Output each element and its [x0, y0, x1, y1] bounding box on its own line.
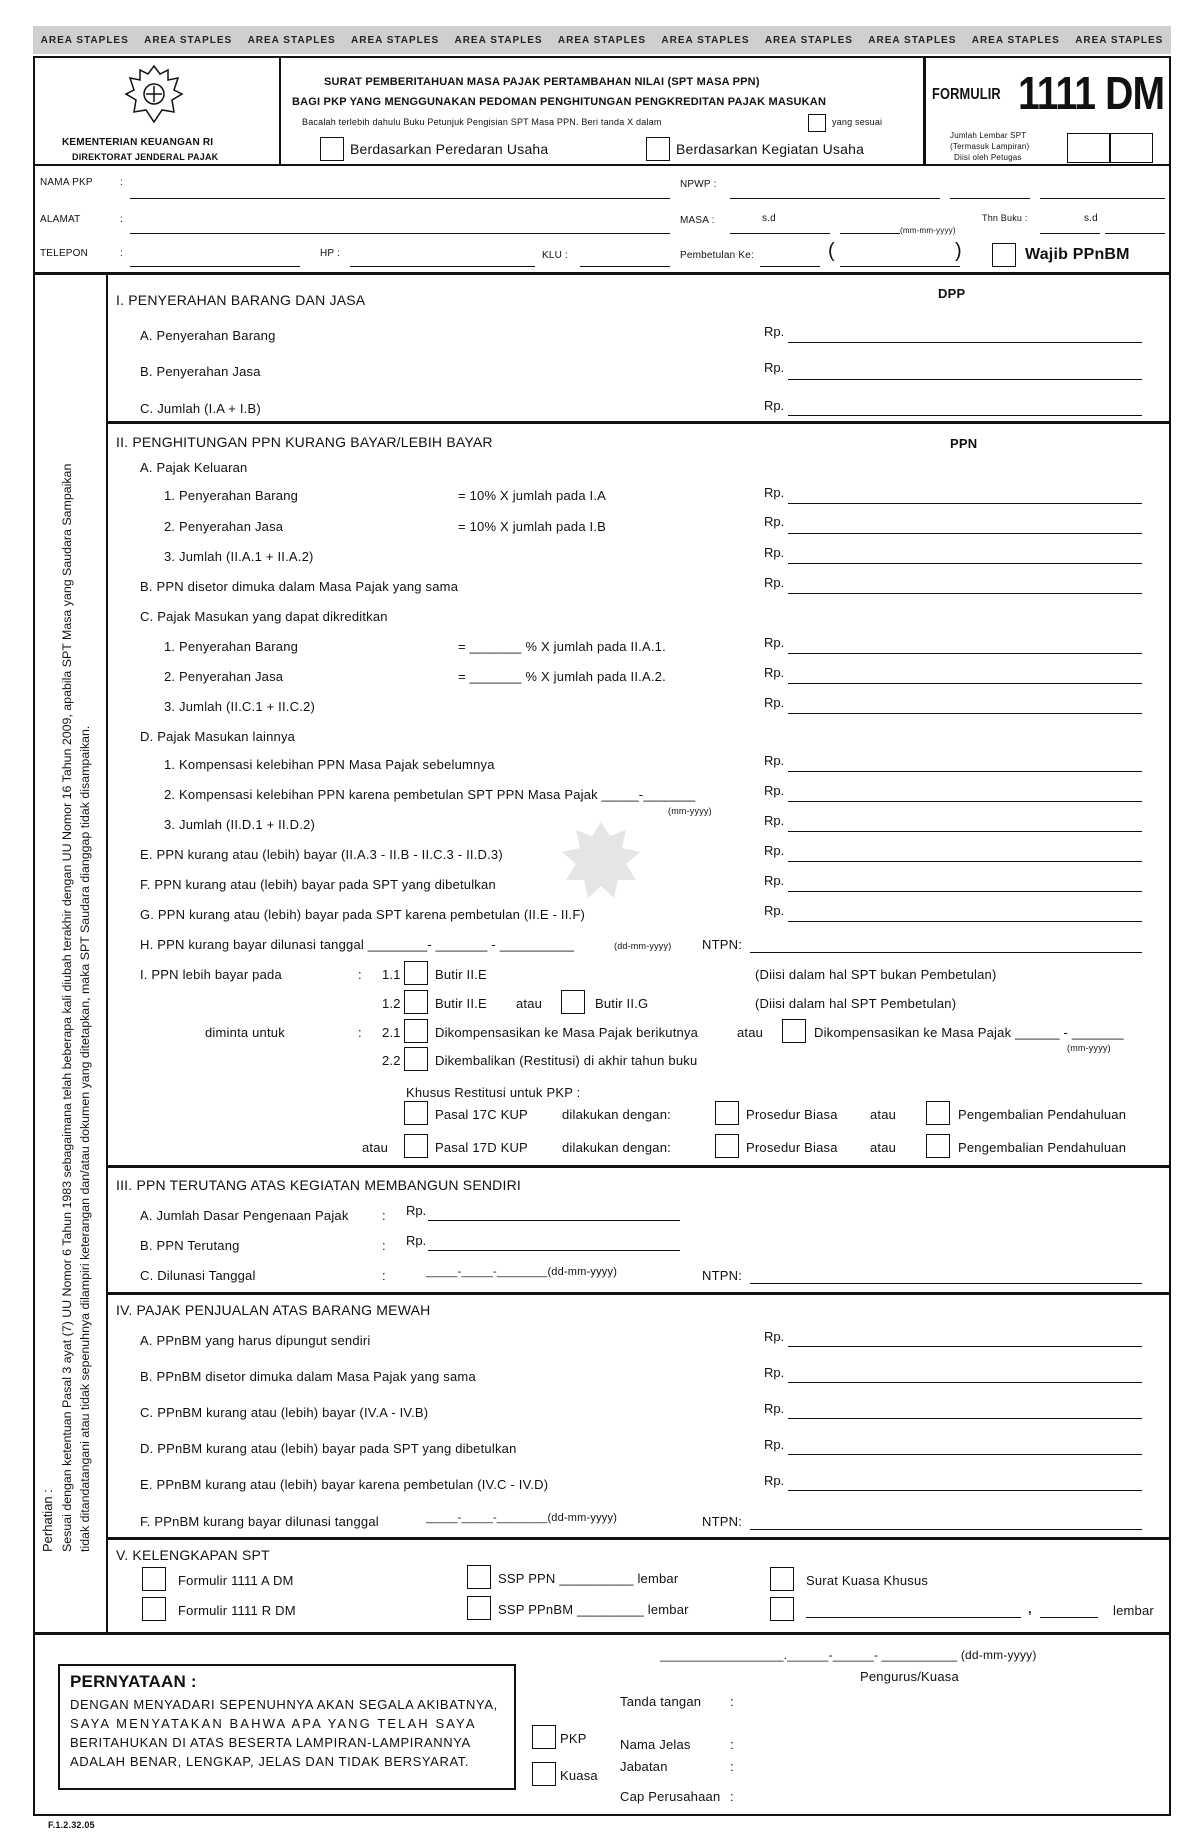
kuasa-label: Kuasa	[560, 1768, 598, 1783]
s2-c1-formula[interactable]: = _______ % X jumlah pada II.A.1.	[458, 639, 666, 654]
area-staples-label: AREA STAPLES	[661, 34, 750, 46]
pasal-17c-label: Pasal 17C KUP	[435, 1107, 528, 1122]
rp-label: Rp.	[764, 665, 785, 680]
alamat-field[interactable]	[130, 233, 670, 234]
s2-d2-format: (mm-yyyy)	[668, 806, 712, 816]
rp-label: Rp.	[764, 783, 785, 798]
formulir-1111a-label: Formulir 1111 A DM	[178, 1573, 294, 1588]
colon: :	[358, 1025, 362, 1040]
s1-b-amount[interactable]	[788, 379, 1142, 380]
pendahuluan-label-2: Pengembalian Pendahuluan	[958, 1140, 1127, 1155]
pendahuluan-17c-checkbox[interactable]	[926, 1101, 950, 1125]
perhatian-text-2: tidak ditandatangani atau tidak sepenuhnya dilampiri keterangan dan/atau dokumen yang ditetapkan, maka SPT Saudara dianggap tidak disampaikan.	[78, 725, 92, 1552]
s2-a3-amount[interactable]	[788, 563, 1142, 564]
ministry-label: KEMENTERIAN KEUANGAN RI	[62, 137, 214, 148]
s1-c-label: C. Jumlah (I.A + I.B)	[140, 401, 261, 416]
s3-c-date[interactable]: _____-_____-________(dd-mm-yyyy)	[426, 1266, 618, 1278]
instruction-end: yang sesuai	[832, 117, 883, 127]
dilakukan-label-2: dilakukan dengan:	[562, 1140, 671, 1155]
telepon-label: TELEPON	[40, 248, 89, 259]
atau-label-5: atau	[870, 1140, 897, 1155]
s2-g-amount[interactable]	[788, 921, 1142, 922]
area-staples-label: AREA STAPLES	[557, 34, 647, 46]
i21-number: 2.1	[382, 1025, 401, 1040]
klu-field[interactable]	[580, 266, 670, 267]
rp-label: Rp.	[764, 1437, 785, 1452]
s2-d3-label: 3. Jumlah (II.D.1 + II.D.2)	[164, 817, 315, 832]
pkp-label: PKP	[560, 1731, 587, 1746]
s4-c-label: C. PPnBM kurang atau (lebih) bayar (IV.A - IV.B)	[140, 1405, 429, 1420]
rp-label: Rp.	[764, 545, 785, 560]
prosedur-biasa-17c-checkbox[interactable]	[715, 1101, 739, 1125]
pendahuluan-label: Pengembalian Pendahuluan	[958, 1107, 1127, 1122]
s2-f-label: F. PPN kurang atau (lebih) bayar pada SPT yang dibetulkan	[140, 877, 496, 892]
s2-e-label: E. PPN kurang atau (lebih) bayar (II.A.3 - II.B - II.C.3 - II.D.3)	[140, 847, 503, 862]
lembar-note-3: Diisi oleh Petugas	[954, 153, 1022, 162]
s2-a2-formula: = 10% X jumlah pada I.B	[458, 519, 607, 534]
kompensasi-masa-checkbox[interactable]	[782, 1019, 806, 1043]
surat-kuasa-checkbox[interactable]	[770, 1567, 794, 1591]
staples-strip	[33, 26, 1171, 54]
sd-label: s.d	[762, 213, 776, 224]
s2-a1-label: 1. Penyerahan Barang	[164, 488, 299, 503]
form-number: 1111 DM	[1018, 67, 1165, 119]
butir-g-label: Butir II.G	[595, 996, 649, 1011]
telepon-field[interactable]	[130, 266, 300, 267]
hp-field[interactable]	[350, 266, 535, 267]
colon: :	[358, 967, 362, 982]
form-code: F.1.2.32.05	[48, 1820, 95, 1830]
s4-e-label: E. PPnBM kurang atau (lebih) bayar karena pembetulan (IV.C - IV.D)	[140, 1477, 549, 1492]
area-staples-label: AREA STAPLES	[351, 34, 440, 46]
pembetulan-line	[760, 266, 820, 267]
pasal-17d-checkbox[interactable]	[404, 1134, 428, 1158]
s2-c2-formula[interactable]: = _______ % X jumlah pada II.A.2.	[458, 669, 666, 684]
ssp-ppn-checkbox[interactable]	[467, 1565, 491, 1589]
kompensasi-masa-label[interactable]: Dikompensasikan ke Masa Pajak ______ - _______	[814, 1025, 1124, 1040]
s2-a-label: A. Pajak Keluaran	[140, 460, 248, 475]
formulir-label: FORMULIR	[932, 86, 1001, 103]
hp-label: HP :	[320, 248, 341, 259]
pernyataan-line-3: BERITAHUKAN DI ATAS BESERTA LAMPIRAN-LAMPIRANNYA	[70, 1735, 471, 1750]
khusus-restitusi-label: Khusus Restitusi untuk PKP :	[406, 1085, 581, 1100]
rp-label: Rp.	[764, 485, 785, 500]
area-staples-label: AREA STAPLES	[868, 34, 957, 46]
ntpn-label-2: NTPN:	[702, 1268, 742, 1283]
pasal-17d-label: Pasal 17D KUP	[435, 1140, 528, 1155]
s3-b-label: B. PPN Terutang	[140, 1238, 240, 1253]
s3-b-amount[interactable]	[428, 1250, 680, 1251]
sidebar-divider	[106, 275, 108, 1633]
s2-b-amount[interactable]	[788, 593, 1142, 594]
garuda-emblem-icon	[124, 64, 184, 126]
diminta-label: diminta untuk	[205, 1025, 285, 1040]
pernyataan-title: PERNYATAAN :	[70, 1672, 197, 1691]
rp-label: Rp.	[764, 324, 785, 339]
rp-label: Rp.	[764, 514, 785, 529]
s3-ntpn-field[interactable]	[750, 1283, 1142, 1284]
area-staples-label: AREA STAPLES	[764, 34, 853, 46]
butir-g-checkbox[interactable]	[561, 990, 585, 1014]
s2-b-label: B. PPN disetor dimuka dalam Masa Pajak yang sama	[140, 579, 459, 594]
colon: :	[730, 1737, 734, 1752]
perhatian-title: Perhatian :	[40, 1489, 55, 1552]
s4-c-amount[interactable]	[788, 1418, 1142, 1419]
s2-a1-formula: = 10% X jumlah pada I.A	[458, 488, 607, 503]
s3-a-label: A. Jumlah Dasar Pengenaan Pajak	[140, 1208, 349, 1223]
s4-ntpn-field[interactable]	[750, 1529, 1142, 1530]
lainnya-field[interactable]	[806, 1617, 1021, 1618]
form-subtitle: BAGI PKP YANG MENGGUNAKAN PEDOMAN PENGHITUNGAN PENGKREDITAN PAJAK MASUKAN	[292, 96, 827, 108]
colon: :	[120, 214, 123, 225]
peredaran-usaha-label: Berdasarkan Peredaran Usaha	[350, 141, 549, 157]
butir-e-label-2: Butir II.E	[435, 996, 487, 1011]
s2-h-format: (dd-mm-yyyy)	[614, 941, 672, 951]
s2-h-label[interactable]: H. PPN kurang bayar dilunasi tanggal ________- _______ - __________	[140, 937, 575, 952]
s2-d1-label: 1. Kompensasi kelebihan PPN Masa Pajak sebelumnya	[164, 757, 495, 772]
thn-buku-to[interactable]	[1105, 233, 1165, 234]
s4-b-label: B. PPnBM disetor dimuka dalam Masa Pajak yang sama	[140, 1369, 476, 1384]
s2-a3-label: 3. Jumlah (II.A.1 + II.A.2)	[164, 549, 314, 564]
s4-a-label: A. PPnBM yang harus dipungut sendiri	[140, 1333, 371, 1348]
s1-b-label: B. Penyerahan Jasa	[140, 364, 261, 379]
pengurus-kuasa-label: Pengurus/Kuasa	[860, 1669, 959, 1684]
area-staples-label: AREA STAPLES	[971, 34, 1060, 46]
rp-label: Rp.	[764, 398, 785, 413]
rp-label: Rp.	[406, 1233, 427, 1248]
area-staples-label: AREA STAPLES	[40, 34, 129, 46]
s2-c1-label: 1. Penyerahan Barang	[164, 639, 299, 654]
masa-from-field[interactable]	[730, 233, 790, 234]
section-2-title: II. PENGHITUNGAN PPN KURANG BAYAR/LEBIH BAYAR	[116, 434, 493, 450]
area-staples-label: AREA STAPLES	[1075, 34, 1164, 46]
s2-c1-amount[interactable]	[788, 653, 1142, 654]
masa-label: MASA :	[680, 215, 715, 226]
jumlah-lembar-field-2[interactable]	[1109, 133, 1153, 163]
colon: :	[730, 1789, 734, 1804]
lainnya-checkbox[interactable]	[770, 1597, 794, 1621]
instruction-sample-box	[808, 114, 826, 132]
s2-c-label: C. Pajak Masukan yang dapat dikreditkan	[140, 609, 388, 624]
prosedur-biasa-label: Prosedur Biasa	[746, 1107, 838, 1122]
colon: :	[120, 177, 123, 188]
pembetulan-field[interactable]	[840, 266, 960, 267]
kegiatan-usaha-label: Berdasarkan Kegiatan Usaha	[676, 141, 865, 157]
ssp-ppn-label[interactable]: SSP PPN __________ lembar	[498, 1571, 679, 1586]
atau-label-4: atau	[362, 1140, 389, 1155]
area-staples-label: AREA STAPLES	[247, 34, 336, 46]
surat-kuasa-label: Surat Kuasa Khusus	[806, 1573, 929, 1588]
rp-label: Rp.	[764, 1365, 785, 1380]
s2-c2-amount[interactable]	[788, 683, 1142, 684]
rp-label: Rp.	[764, 360, 785, 375]
ntpn-label-3: NTPN:	[702, 1514, 742, 1529]
rp-label: Rp.	[764, 635, 785, 650]
pembetulan-label: Pembetulan Ke:	[680, 250, 754, 261]
nama-jelas-label: Nama Jelas	[620, 1737, 691, 1752]
ssp-ppnbm-label[interactable]: SSP PPnBM _________ lembar	[498, 1602, 689, 1617]
ppn-column-label: PPN	[950, 436, 978, 451]
s4-d-amount[interactable]	[788, 1454, 1142, 1455]
prosedur-biasa-label-2: Prosedur Biasa	[746, 1140, 838, 1155]
kompensasi-berikutnya-label: Dikompensasikan ke Masa Pajak berikutnya	[435, 1025, 699, 1040]
lembar-label: lembar	[1113, 1603, 1154, 1618]
s1-c-amount[interactable]	[788, 415, 1142, 416]
s2-d2-label[interactable]: 2. Kompensasi kelebihan PPN karena pembetulan SPT PPN Masa Pajak _____-_______	[164, 787, 696, 802]
kompensasi-berikutnya-checkbox[interactable]	[404, 1019, 428, 1043]
i11-number: 1.1	[382, 967, 401, 982]
nama-pkp-label: NAMA PKP	[40, 177, 93, 188]
rp-label: Rp.	[764, 575, 785, 590]
s4-a-amount[interactable]	[788, 1346, 1142, 1347]
s2-a2-label: 2. Penyerahan Jasa	[164, 519, 284, 534]
s1-a-amount[interactable]	[788, 342, 1142, 343]
butir-e-label: Butir II.E	[435, 967, 487, 982]
s2-c2-label: 2. Penyerahan Jasa	[164, 669, 284, 684]
s2-d-label: D. Pajak Masukan lainnya	[140, 729, 296, 744]
paren-open: (	[828, 240, 835, 262]
npwp-field-3[interactable]	[1040, 198, 1165, 199]
pkp-checkbox[interactable]	[532, 1725, 556, 1749]
i11-note: (Diisi dalam hal SPT bukan Pembetulan)	[755, 967, 997, 982]
klu-label: KLU :	[542, 250, 569, 261]
pasal-17c-checkbox[interactable]	[404, 1101, 428, 1125]
rp-label: Rp.	[764, 1473, 785, 1488]
jabatan-label: Jabatan	[620, 1759, 668, 1774]
wajib-ppnbm-checkbox[interactable]	[992, 243, 1016, 267]
dilakukan-label: dilakukan dengan:	[562, 1107, 671, 1122]
thn-buku-label: Thn Buku :	[982, 213, 1028, 223]
rp-label: Rp.	[764, 753, 785, 768]
kegiatan-usaha-checkbox[interactable]	[646, 137, 670, 161]
s2-d3-amount[interactable]	[788, 831, 1142, 832]
s1-a-label: A. Penyerahan Barang	[140, 328, 276, 343]
atau-label-2: atau	[737, 1025, 764, 1040]
jumlah-lembar-field[interactable]	[1067, 133, 1111, 163]
thn-buku-from[interactable]	[1040, 233, 1100, 234]
npwp-field-2[interactable]	[950, 198, 1030, 199]
butir-e-checkbox-2[interactable]	[404, 990, 428, 1014]
s2-e-amount[interactable]	[788, 861, 1142, 862]
s2-i-label: I. PPN lebih bayar pada	[140, 967, 282, 982]
s3-a-amount[interactable]	[428, 1220, 680, 1221]
rp-label: Rp.	[764, 873, 785, 888]
s2-a2-amount[interactable]	[788, 533, 1142, 534]
s2-d2-amount[interactable]	[788, 801, 1142, 802]
section-5-title: V. KELENGKAPAN SPT	[116, 1547, 270, 1563]
s4-b-amount[interactable]	[788, 1382, 1142, 1383]
atau-label: atau	[516, 996, 543, 1011]
watermark-emblem-icon	[556, 818, 646, 908]
tanda-tangan-label: Tanda tangan	[620, 1694, 702, 1709]
colon: :	[382, 1268, 386, 1283]
rp-label: Rp.	[406, 1203, 427, 1218]
s2-c3-label: 3. Jumlah (II.C.1 + II.C.2)	[164, 699, 315, 714]
formulir-1111a-checkbox[interactable]	[142, 1567, 166, 1591]
cap-perusahaan-label: Cap Perusahaan	[620, 1789, 721, 1804]
rp-label: Rp.	[764, 1401, 785, 1416]
area-staples-label: AREA STAPLES	[144, 34, 233, 46]
directorate-label: DIREKTORAT JENDERAL PAJAK	[72, 152, 219, 162]
pernyataan-line-1: DENGAN MENYADARI SEPENUHNYA AKAN SEGALA AKIBATNYA,	[70, 1697, 498, 1712]
sd-label-2: s.d	[1084, 213, 1098, 224]
lainnya-lembar-field[interactable]	[1040, 1617, 1098, 1618]
i12-number: 1.2	[382, 996, 401, 1011]
kuasa-checkbox[interactable]	[532, 1762, 556, 1786]
formulir-1111r-checkbox[interactable]	[142, 1597, 166, 1621]
nama-pkp-field[interactable]	[130, 198, 670, 199]
section-3-title: III. PPN TERUTANG ATAS KEGIATAN MEMBANGUN SENDIRI	[116, 1177, 521, 1193]
s4-e-amount[interactable]	[788, 1490, 1142, 1491]
alamat-label: ALAMAT	[40, 214, 81, 225]
s2-d1-amount[interactable]	[788, 771, 1142, 772]
atau-label-3: atau	[870, 1107, 897, 1122]
paren-close: )	[955, 240, 962, 262]
restitusi-label: Dikembalikan (Restitusi) di akhir tahun buku	[435, 1053, 698, 1068]
colon: :	[382, 1208, 386, 1223]
butir-e-checkbox-1[interactable]	[404, 961, 428, 985]
pendahuluan-17d-checkbox[interactable]	[926, 1134, 950, 1158]
s4-f-date[interactable]: _____-_____-________(dd-mm-yyyy)	[426, 1512, 618, 1524]
dpp-column-label: DPP	[938, 286, 966, 301]
lembar-note-2: (Termasuk Lampiran)	[950, 142, 1030, 151]
pernyataan-line-2: SAYA MENYATAKAN BAHWA APA YANG TELAH SAYA	[70, 1716, 477, 1731]
instruction-text: Bacalah terlebih dahulu Buku Petunjuk Pengisian SPT Masa PPN. Beri tanda X dalam	[302, 117, 662, 127]
s4-d-label: D. PPnBM kurang atau (lebih) bayar pada SPT yang dibetulkan	[140, 1441, 517, 1456]
npwp-field-1[interactable]	[730, 198, 940, 199]
colon: :	[382, 1238, 386, 1253]
section-4-title: IV. PAJAK PENJUALAN ATAS BARANG MEWAH	[116, 1302, 431, 1318]
prosedur-biasa-17d-checkbox[interactable]	[715, 1134, 739, 1158]
wajib-ppnbm-label: Wajib PPnBM	[1025, 246, 1130, 263]
i22-number: 2.2	[382, 1053, 401, 1068]
section-1-title: I. PENYERAHAN BARANG DAN JASA	[116, 292, 366, 308]
masa-year-field[interactable]	[840, 233, 900, 234]
masa-to-field[interactable]	[790, 233, 830, 234]
rp-label: Rp.	[764, 695, 785, 710]
comma: ,	[1028, 1601, 1032, 1616]
lembar-note-1: Jumlah Lembar SPT	[950, 131, 1027, 140]
peredaran-usaha-checkbox[interactable]	[320, 137, 344, 161]
perhatian-text-1: Sesuai dengan ketentuan Pasal 3 ayat (7) UU Nomor 6 Tahun 1983 sebagaimana telah beberapa kali diubah terakhir dengan UU Nomor 16 Tahun 2009, apabila SPT Masa yang Saudara Sampaikan	[60, 463, 74, 1552]
rp-label: Rp.	[764, 1329, 785, 1344]
s3-c-label: C. Dilunasi Tanggal	[140, 1268, 256, 1283]
masa-format: (mm-mm-yyyy)	[900, 226, 956, 235]
rp-label: Rp.	[764, 843, 785, 858]
formulir-1111r-label: Formulir 1111 R DM	[178, 1603, 296, 1618]
s2-f-amount[interactable]	[788, 891, 1142, 892]
signature-date-line[interactable]: __________________.______-______- ___________ (dd-mm-yyyy)	[660, 1648, 1037, 1662]
colon: :	[730, 1694, 734, 1709]
npwp-label: NPWP :	[680, 179, 717, 190]
rp-label: Rp.	[764, 813, 785, 828]
s2-ntpn-field[interactable]	[750, 952, 1142, 953]
form-title: SURAT PEMBERITAHUAN MASA PAJAK PERTAMBAHAN NILAI (SPT MASA PPN)	[324, 76, 760, 88]
s4-f-label: F. PPnBM kurang bayar dilunasi tanggal	[140, 1514, 379, 1529]
i12-note: (Diisi dalam hal SPT Pembetulan)	[755, 996, 957, 1011]
kompensasi-format: (mm-yyyy)	[1067, 1043, 1111, 1053]
rp-label: Rp.	[764, 903, 785, 918]
ntpn-label: NTPN:	[702, 937, 742, 952]
s2-c3-amount[interactable]	[788, 713, 1142, 714]
colon: :	[120, 248, 123, 259]
ssp-ppnbm-checkbox[interactable]	[467, 1596, 491, 1620]
colon: :	[730, 1759, 734, 1774]
s2-g-label: G. PPN kurang atau (lebih) bayar pada SPT karena pembetulan (II.E - II.F)	[140, 907, 586, 922]
s2-a1-amount[interactable]	[788, 503, 1142, 504]
pernyataan-line-4: ADALAH BENAR, LENGKAP, JELAS DAN TIDAK BERSYARAT.	[70, 1754, 470, 1769]
area-staples-label: AREA STAPLES	[454, 34, 543, 46]
restitusi-checkbox[interactable]	[404, 1047, 428, 1071]
